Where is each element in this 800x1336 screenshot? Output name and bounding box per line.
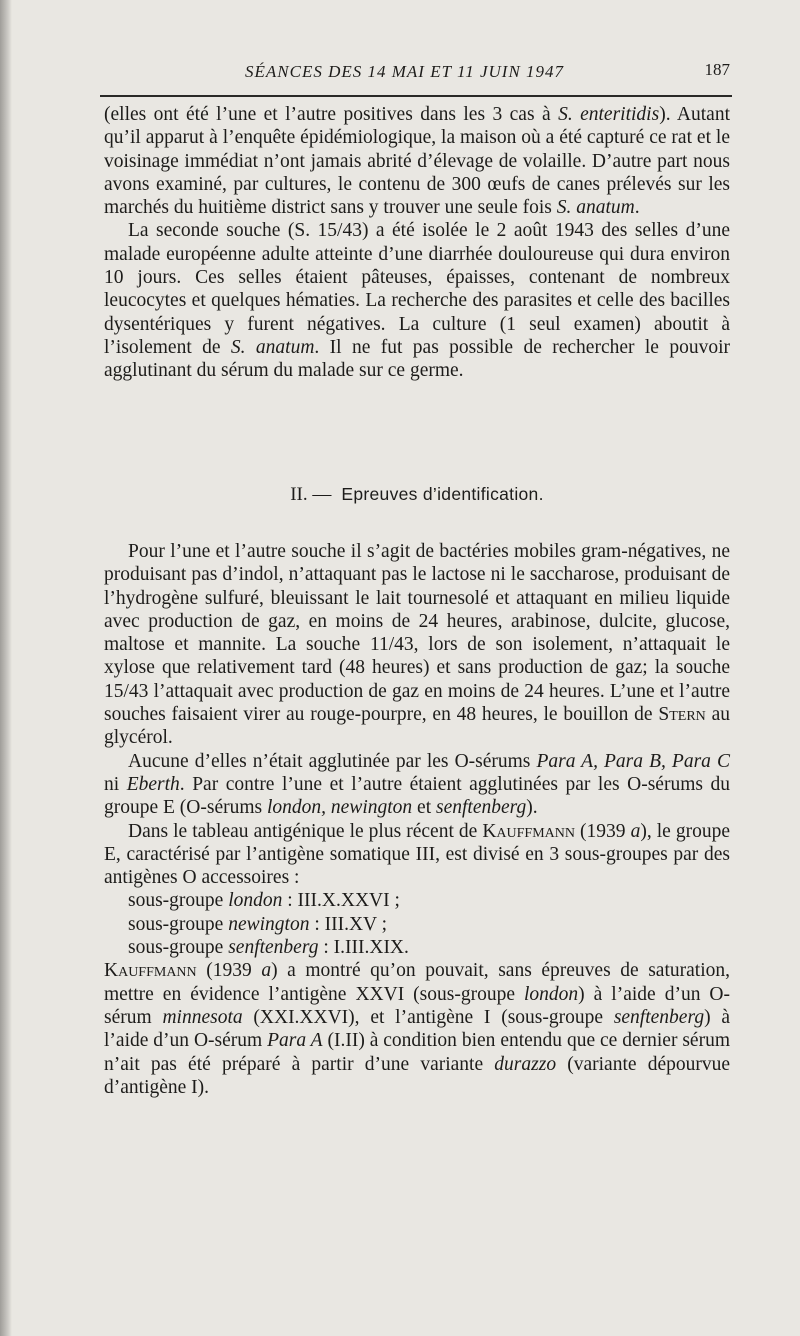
list-item: sous-groupe london : III.X.XXVI ; bbox=[128, 890, 400, 912]
paragraph-2: La seconde souche (S. 15/43) a été isolée le 2 août 1943 des selles d’une malade européenne adulte atteinte d’une diarrhée douloureuse qui dura environ 10 jours. Ces selles étaient pâteuses, épaisses, contenant de nombreux leucocytes et quelques hématies. La recherche des parasites et celle des bacilles dysentériques y furent négatives. La culture (1 seul examen) aboutit à l’isolement de S. anatum. Il ne fut pas possible de rechercher le pouvoir agglutinant du sérum du malade sur ce germe. bbox=[104, 220, 731, 382]
page-number: 187 bbox=[704, 60, 730, 79]
paragraph-3: Pour l’une et l’autre souche il s’agit de bactéries mobiles gram-négatives, ne produisant pas d’indol, n’attaquant pas le lactose ni le saccharose, produisant de l’hydrogène sulfuré, bleuissant le lait tournesolé et attaquant en milieu liquide avec production de gaz, en moins de 24 heures, arabinose, dulcite, glucose, maltose et mannite. La souche 11/43, lors de son isolement, n’attaquait le xylose que relativement tard (48 heures) et sans production de gaz; la souche 15/43 l’attaquait avec production de gaz en moins de 24 heures. L’une et l’autre souches faisaient virer au rouge-pourpre, en 48 heures, le bouillon de Stern au glycérol. bbox=[104, 541, 730, 749]
running-head bbox=[100, 60, 730, 90]
list-item: sous-groupe senftenberg : I.III.XIX. bbox=[128, 937, 409, 959]
section-1-text bbox=[104, 103, 730, 383]
paragraph-5: Dans le tableau antigénique le plus récent de Kauffmann (1939 a), le groupe E, caractérisé par l’antigène somatique III, est divisé en 3 sous-groupes par des antigènes O accessoires : bbox=[104, 820, 730, 889]
author-name: Stern bbox=[658, 704, 706, 726]
author-name: Kauffmann bbox=[482, 820, 575, 842]
header-rule bbox=[100, 95, 732, 97]
section-heading bbox=[104, 484, 730, 506]
paragraph-4: Aucune d’elles n’était agglutinée par les O-sérums Para A, Para B, Para C ni Eberth. Par contre l’une et l’autre étaient agglutinées par les O-sérums du groupe E (O-sérums london, newington et senftenberg). bbox=[104, 750, 731, 819]
list-item: sous-groupe newington : III.XV ; bbox=[128, 913, 388, 935]
section-number: II. — bbox=[290, 484, 332, 505]
running-head-title: SÉANCES DES 14 MAI ET 11 JUIN 1947 bbox=[245, 62, 565, 81]
paragraph-1: (elles ont été l’une et l’autre positives dans les 3 cas à S. enteritidis). Autant qu’il apparut à l’enquête épidémiologique, la maison où a été capturé ce rat et le voisinage immédiat n’ont jamais abrité d’élevage de volaille. D’autre part nous avons examiné, par cultures, le contenu de 300 œufs de canes prélevés sur les marchés du huitième district sans y trouver une seule fois S. anatum. bbox=[104, 104, 730, 219]
section-2-text bbox=[104, 540, 730, 1099]
section-title: Epreuves d’identification. bbox=[341, 484, 544, 504]
page-edge-shadow bbox=[0, 0, 12, 1336]
paragraph-6: Kauffmann (1939 a) a montré qu’on pouvait, sans épreuves de saturation, mettre en évidence l’antigène XXVI (sous-groupe london) à l’aide d’un O-sérum minnesota (XXI.XXVI), et l’antigène I (sous-groupe senftenberg) à l’aide d’un O-sérum Para A (I.II) à condition bien entendu que ce dernier sérum n’ait pas été préparé à partir d’une variante durazzo (variante dépourvue d’antigène I). bbox=[104, 960, 731, 1098]
author-name: Kauffmann bbox=[104, 960, 197, 982]
